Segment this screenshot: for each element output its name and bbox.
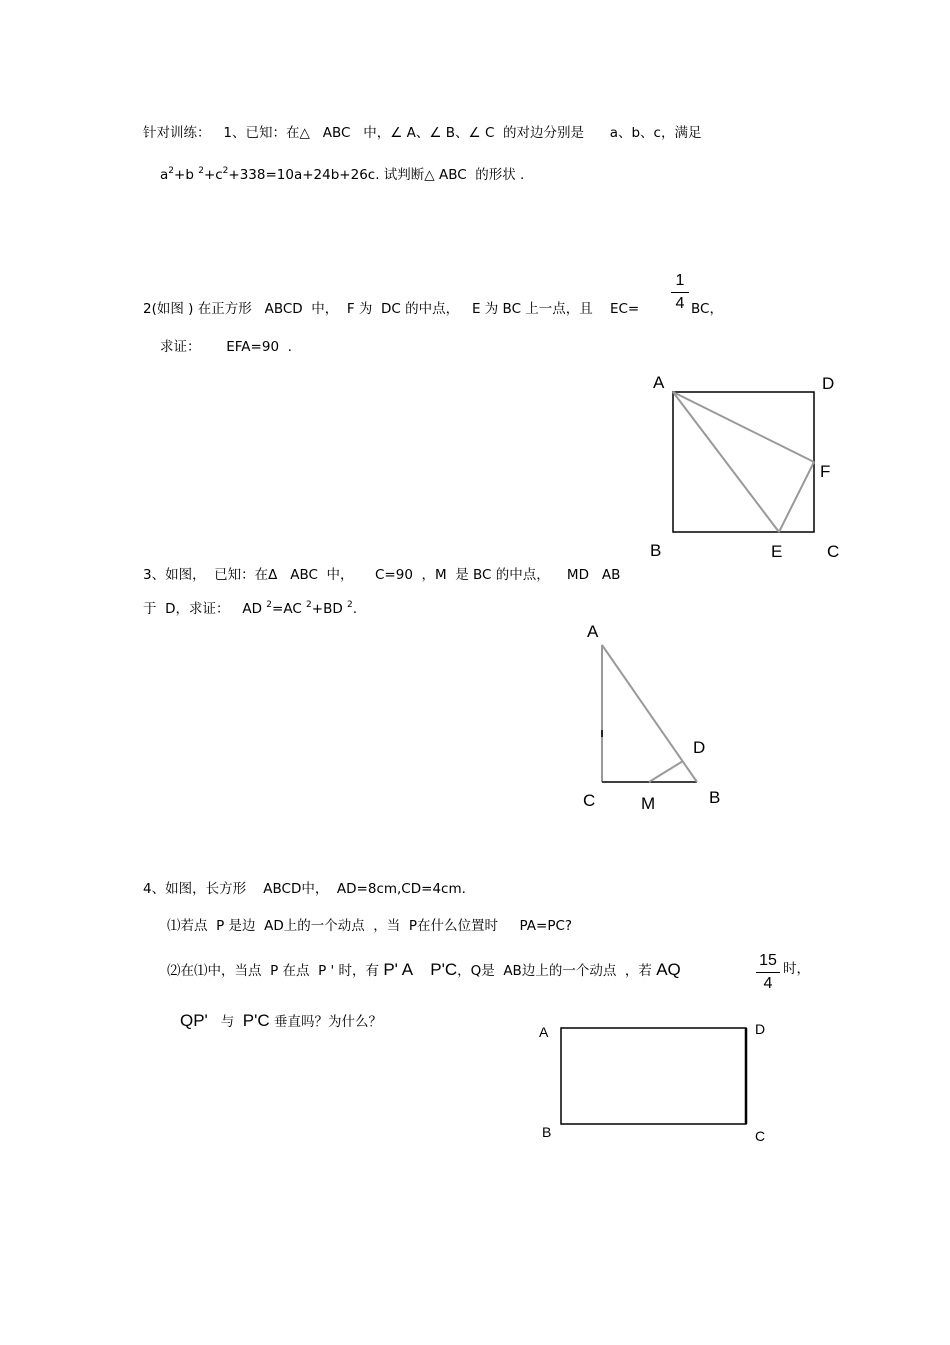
q3-pc: P'C bbox=[242, 1011, 270, 1030]
square-label-b: B bbox=[650, 541, 662, 560]
triangle-label-c: C bbox=[583, 791, 596, 810]
q2-aq: AQ bbox=[656, 960, 681, 979]
problem-2-line-1: 2(如图 ) 在正方形 ABCD 中， F 为 DC 的中点， E 为 BC 上一点，且 EC= bbox=[143, 301, 640, 317]
q3-qp: QP' bbox=[180, 1011, 208, 1030]
triangle-figure bbox=[602, 645, 697, 782]
eq-rest: +338=10a+24b+26c. 试判断△ ABC 的形状 . bbox=[228, 167, 525, 183]
eq-b: +b bbox=[174, 167, 199, 183]
p3-text-a: 于 D，求证： AD bbox=[143, 601, 267, 617]
p3-sq-1: 2 bbox=[266, 600, 273, 610]
fraction-denominator: 4 bbox=[763, 975, 773, 992]
q2-pc: P'C bbox=[430, 960, 458, 979]
eq-sq-1: 2 bbox=[168, 166, 175, 176]
problem-3-line-2 bbox=[143, 601, 357, 617]
p3-text-d: . bbox=[352, 601, 358, 617]
square-label-c: C bbox=[827, 542, 840, 561]
segment-ef bbox=[779, 462, 814, 532]
q2-pa: P' A bbox=[383, 960, 414, 979]
problem-4-after-fraction: 时， bbox=[783, 961, 810, 977]
fraction-bar bbox=[756, 972, 780, 973]
p3-text-b: =AC bbox=[272, 601, 307, 617]
triangle-label-d: D bbox=[693, 738, 706, 757]
square-label-d: D bbox=[822, 374, 835, 393]
square-abcd bbox=[673, 392, 814, 532]
triangle-label-m: M bbox=[641, 794, 656, 813]
rect-label-a: A bbox=[539, 1024, 549, 1040]
square-label-e: E bbox=[771, 542, 783, 561]
eq-a: a bbox=[160, 167, 169, 183]
p3-sq-2: 2 bbox=[306, 600, 312, 610]
p3-text-c: +BD bbox=[311, 601, 348, 617]
q2-text-a: ⑵在⑴中，当点 P 在点 P ' 时，有 bbox=[167, 963, 380, 979]
p3-sq-3: 2 bbox=[347, 600, 353, 610]
segment-af bbox=[673, 392, 814, 462]
square-figure bbox=[673, 392, 814, 532]
rectangle-abcd bbox=[561, 1028, 746, 1124]
q3-text-c: 垂直吗？为什么？ bbox=[273, 1014, 382, 1030]
problem-4-question-1: ⑴若点 P 是边 AD上的一个动点 ，当 P在什么位置时 PA=PC? bbox=[167, 918, 573, 934]
eq-sq-2: 2 bbox=[198, 166, 204, 176]
triangle-label-b: B bbox=[709, 788, 721, 807]
q3-yu: 与 bbox=[220, 1014, 235, 1030]
square-label-a: A bbox=[653, 373, 665, 392]
problem-2-line-2: 求证： EFA=90 . bbox=[160, 339, 292, 355]
rect-label-d: D bbox=[755, 1021, 766, 1037]
problem-4-fraction bbox=[756, 952, 780, 993]
segment-md bbox=[649, 761, 683, 782]
square-label-f: F bbox=[820, 462, 831, 481]
rect-label-b: B bbox=[542, 1124, 552, 1140]
fraction-numerator: 1 bbox=[675, 272, 685, 289]
triangle-label-a: A bbox=[587, 622, 599, 641]
q2-text-b: ，Q是 AB边上的一个动点 ，若 bbox=[457, 963, 652, 979]
problem-2-after-fraction: BC， bbox=[691, 301, 723, 317]
fraction-denominator: 4 bbox=[675, 295, 685, 312]
rect-label-c: C bbox=[755, 1128, 766, 1144]
problem-3-line-1: 3、如图， 已知：在Δ ABC 中， C=90 ，M 是 BC 的中点， MD AB bbox=[143, 567, 621, 583]
problem-4-question-2 bbox=[167, 961, 681, 979]
problem-4-line-1: 4、如图，长方形 ABCD中， AD=8cm,CD=4cm. bbox=[143, 881, 466, 897]
segment-ae bbox=[673, 392, 779, 532]
eq-c: +c bbox=[203, 167, 223, 183]
problem-1-line-1: 针对训练： 1、已知：在△ ABC 中，∠ A、∠ B、∠ C 的对边分别是 a、b、c，满足 bbox=[143, 125, 702, 141]
eq-sq-3: 2 bbox=[222, 166, 229, 176]
fraction-numerator: 15 bbox=[759, 952, 777, 969]
problem-4-question-3 bbox=[180, 1012, 382, 1030]
rectangle-figure bbox=[561, 1028, 746, 1124]
